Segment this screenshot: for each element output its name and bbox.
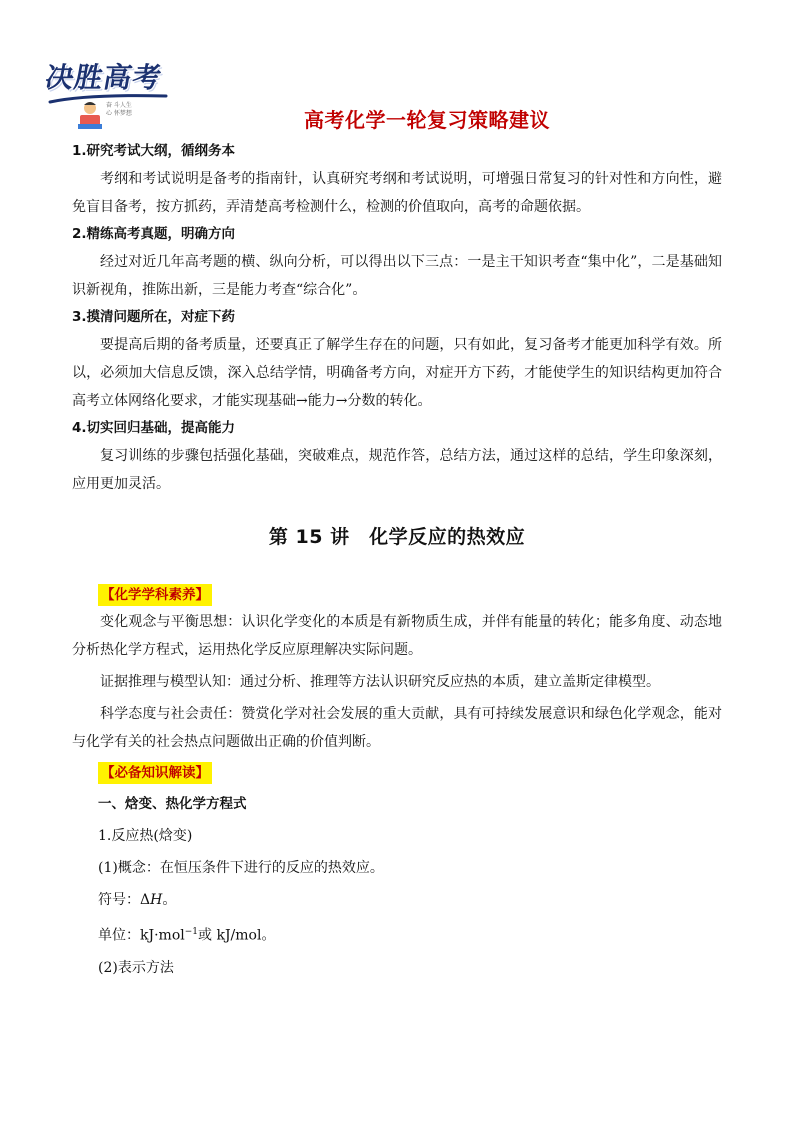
logo-slogan-line-2: 心 怀梦想 [106,110,132,117]
strategy-heading-3: 3.摸清问题所在，对症下药 [72,309,236,325]
strategy-heading-1: 1.研究考试大纲，循纲务本 [72,143,236,159]
literacy-item-2: 证据推理与模型认知：通过分析、推理等方法认识研究反应热的本质，建立盖斯定律模型。 [100,674,660,690]
strategy-section [72,138,722,498]
knowledge-concept: (1)概念：在恒压条件下进行的反应的热效应。 [98,860,384,876]
knowledge-subsection: 1.反应热(焓变) [98,828,193,844]
lecture-title: 第 15 讲 化学反应的热效应 [268,526,526,548]
strategy-body-3: 要提高后期的备考质量，还要真正了解学生存在的问题，只有如此，复习备考才能更加科学有效。所以，必须加大信息反馈，深入总结学情，明确备考方向，对症开方下药，才能使学生的知识结构更加符合高考立体网络化要求，才能实现基础→能力→分数的转化。 [72,337,722,409]
symbol-suffix: 。 [162,892,177,908]
document-title [0,104,794,133]
strategy-body-1: 考纲和考试说明是备考的指南针，认真研究考纲和考试说明，可增强日常复习的针对性和方向性，避免盲目备考，按方抓药，弄清楚高考检测什么，检测的价值取向，高考的命题依据。 [72,171,722,215]
unit-superscript: −1 [184,927,199,937]
symbol-prefix: 符号：Δ [98,892,151,908]
strategy-heading-4: 4.切实回归基础，提高能力 [72,420,236,436]
literacy-tag-row [72,580,722,608]
knowledge-symbol [98,884,722,916]
symbol-variable: H [150,892,163,908]
document-title-text: 高考化学一轮复习策略建议 [304,108,550,132]
main-content [72,138,722,984]
unit-prefix: 单位：kJ·mol [98,927,185,944]
strategy-body-4: 复习训练的步骤包括强化基础，突破难点，规范作答，总结方法，通过这样的总结，学生印象深刻，应用更加灵活。 [72,448,722,492]
knowledge-section-heading: 一、焓变、热化学方程式 [98,796,247,812]
unit-suffix: 或 kJ/mol。 [198,927,276,944]
knowledge-unit [98,916,722,952]
knowledge-tag: 【必备知识解读】 [98,762,212,784]
literacy-tag: 【化学学科素养】 [98,584,212,606]
strategy-heading-2: 2.精练高考真题，明确方向 [72,226,236,242]
literacy-item-3: 科学态度与社会责任：赞赏化学对社会发展的重大贡献，具有可持续发展意识和绿色化学观念，能对与化学有关的社会热点问题做出正确的价值判断。 [72,706,722,750]
literacy-item-1: 变化观念与平衡思想：认识化学变化的本质是有新物质生成，并伴有能量的转化；能多角度、动态地分析热化学方程式，运用热化学反应原理解决实际问题。 [72,614,722,658]
logo-brand-text: 决胜高考 [42,61,165,94]
logo-slogan-line-1: 奋 斗人生 [106,102,132,109]
knowledge-representation: (2)表示方法 [98,959,174,976]
strategy-body-2: 经过对近几年高考题的横、纵向分析，可以得出以下三点：一是主干知识考查“集中化”，二是基础知识新视角，推陈出新，三是能力考查“综合化”。 [72,254,722,298]
knowledge-tag-row [72,758,722,786]
